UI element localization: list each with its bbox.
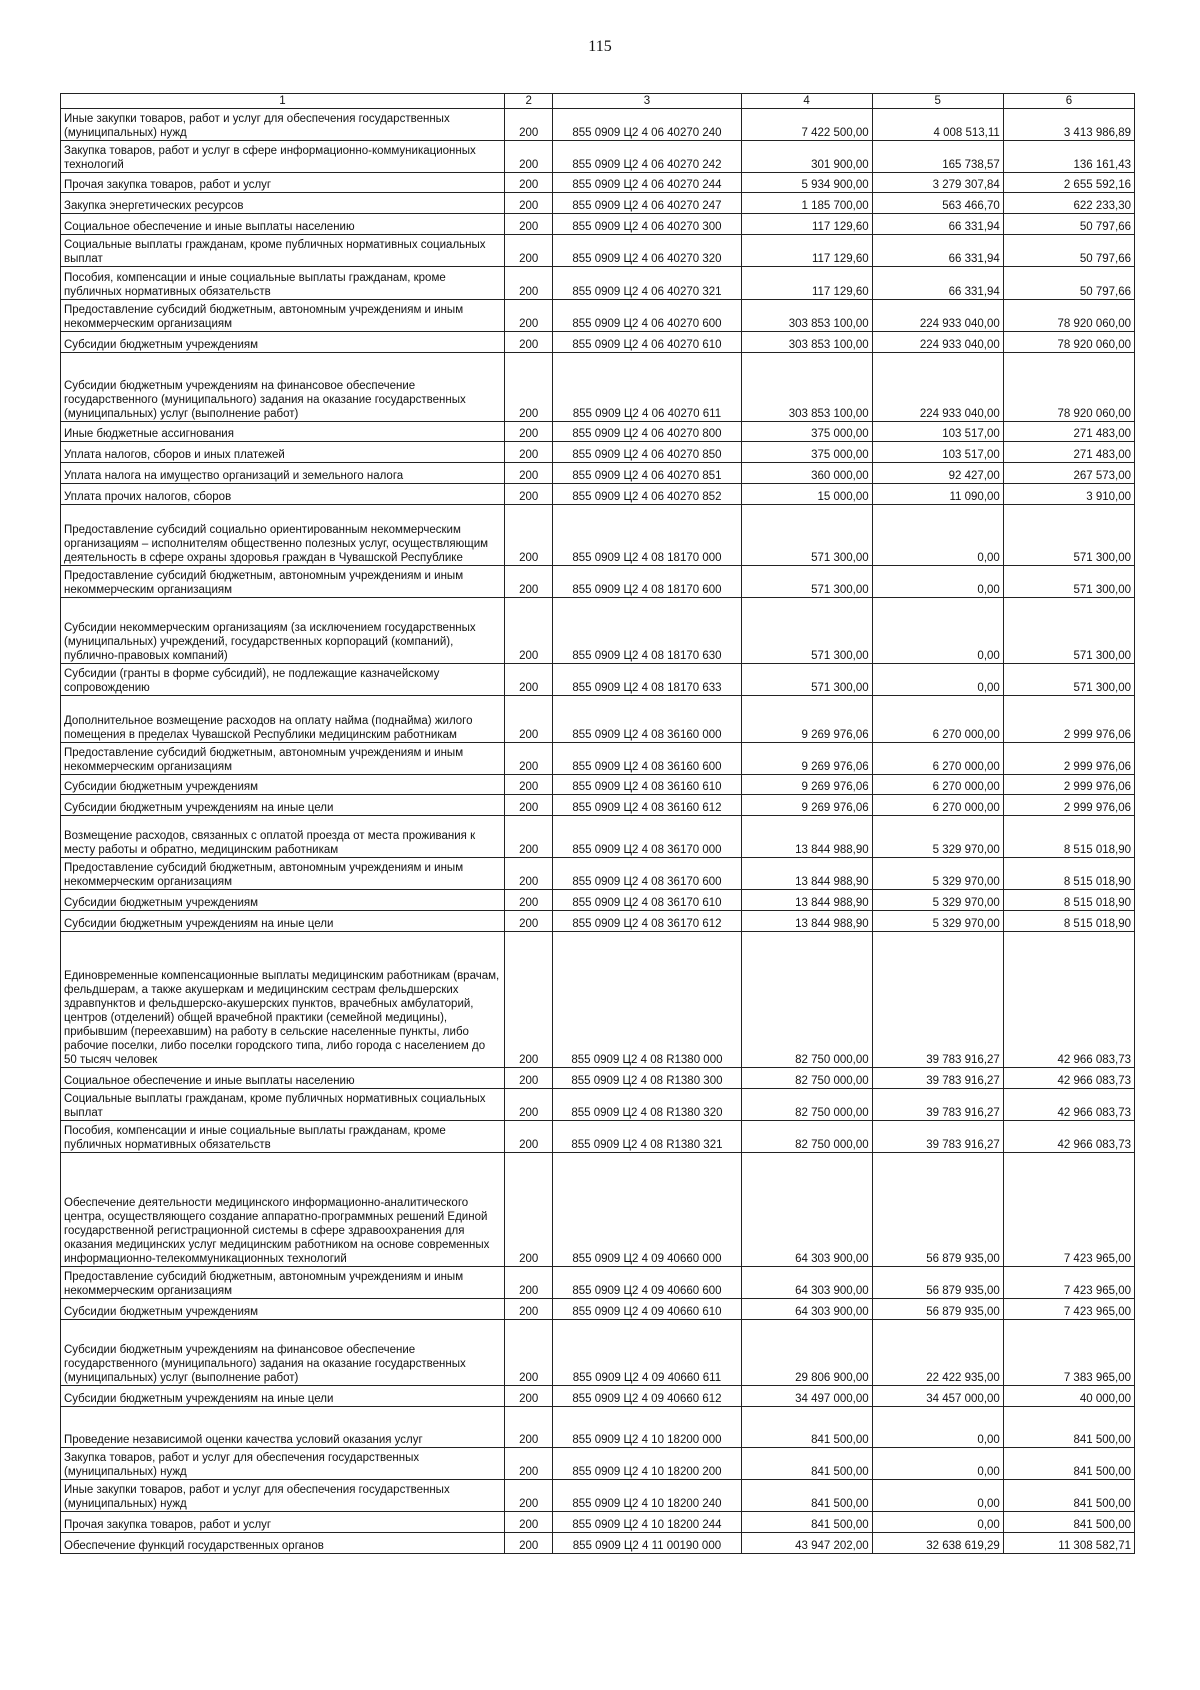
row-budget-code: 855 0909 Ц2 4 08 36170 612 bbox=[553, 911, 741, 932]
row-executed-amount: 0,00 bbox=[872, 566, 1003, 598]
row-remaining-amount: 2 655 592,16 bbox=[1003, 173, 1134, 193]
row-description: Субсидии бюджетным учреждениям на иные цели bbox=[61, 911, 505, 932]
row-remaining-amount: 571 300,00 bbox=[1003, 566, 1134, 598]
table-row bbox=[61, 816, 1135, 858]
row-executed-amount: 0,00 bbox=[872, 1407, 1003, 1448]
row-description: Субсидии бюджетным учреждениям на финансовое обеспечение государственного (муниципального) задания на оказание государственных (муниципальных) услуг (выполнение работ) bbox=[61, 1320, 505, 1386]
row-line-code: 200 bbox=[505, 141, 553, 173]
row-approved-amount: 571 300,00 bbox=[741, 505, 872, 566]
row-approved-amount: 841 500,00 bbox=[741, 1480, 872, 1512]
table-row bbox=[61, 332, 1135, 353]
row-executed-amount: 22 422 935,00 bbox=[872, 1320, 1003, 1386]
row-executed-amount: 6 270 000,00 bbox=[872, 795, 1003, 816]
table-row bbox=[61, 1512, 1135, 1533]
row-line-code: 200 bbox=[505, 463, 553, 484]
row-remaining-amount: 571 300,00 bbox=[1003, 505, 1134, 566]
table-row bbox=[61, 911, 1135, 932]
row-approved-amount: 117 129,60 bbox=[741, 267, 872, 300]
row-budget-code: 855 0909 Ц2 4 08 36170 600 bbox=[553, 858, 741, 890]
row-description: Субсидии бюджетным учреждениям на иные цели bbox=[61, 1386, 505, 1407]
row-budget-code: 855 0909 Ц2 4 06 40270 800 bbox=[553, 422, 741, 442]
row-executed-amount: 0,00 bbox=[872, 1512, 1003, 1533]
row-executed-amount: 39 783 916,27 bbox=[872, 1089, 1003, 1121]
column-header: 3 bbox=[553, 94, 741, 109]
row-approved-amount: 13 844 988,90 bbox=[741, 816, 872, 858]
row-line-code: 200 bbox=[505, 664, 553, 696]
row-remaining-amount: 50 797,66 bbox=[1003, 267, 1134, 300]
row-budget-code: 855 0909 Ц2 4 06 40270 850 bbox=[553, 442, 741, 463]
row-description: Единовременные компенсационные выплаты медицинским работникам (врачам, фельдшерам, а также акушеркам и медицинским сестрам фельдшерских здравпунктов и фельдшерско-акушерских пунктов, врачебных амбулаторий, центров (отделений) общей врачебной практики (семейной медицины), прибывшим (переехавшим) на работу в сельские населенные пункты, либо рабочие поселки, либо поселки городского типа, либо города с населением до 50 тысяч человек bbox=[61, 932, 505, 1068]
table-row bbox=[61, 1153, 1135, 1267]
row-budget-code: 855 0909 Ц2 4 06 40270 321 bbox=[553, 267, 741, 300]
row-remaining-amount: 7 383 965,00 bbox=[1003, 1320, 1134, 1386]
row-executed-amount: 165 738,57 bbox=[872, 141, 1003, 173]
row-approved-amount: 9 269 976,06 bbox=[741, 795, 872, 816]
row-description: Прочая закупка товаров, работ и услуг bbox=[61, 173, 505, 193]
row-budget-code: 855 0909 Ц2 4 08 36160 610 bbox=[553, 775, 741, 795]
budget-table bbox=[60, 93, 1135, 1554]
row-line-code: 200 bbox=[505, 1407, 553, 1448]
row-approved-amount: 303 853 100,00 bbox=[741, 332, 872, 353]
row-remaining-amount: 271 483,00 bbox=[1003, 442, 1134, 463]
row-executed-amount: 0,00 bbox=[872, 505, 1003, 566]
row-remaining-amount: 40 000,00 bbox=[1003, 1386, 1134, 1407]
row-approved-amount: 841 500,00 bbox=[741, 1448, 872, 1480]
row-description: Уплата налога на имущество организаций и земельного налога bbox=[61, 463, 505, 484]
table-row bbox=[61, 1480, 1135, 1512]
row-approved-amount: 64 303 900,00 bbox=[741, 1299, 872, 1320]
table-row bbox=[61, 1267, 1135, 1299]
row-executed-amount: 224 933 040,00 bbox=[872, 332, 1003, 353]
row-description: Пособия, компенсации и иные социальные выплаты гражданам, кроме публичных нормативных обязательств bbox=[61, 267, 505, 300]
row-line-code: 200 bbox=[505, 598, 553, 664]
row-line-code: 200 bbox=[505, 1533, 553, 1554]
row-budget-code: 855 0909 Ц2 4 10 18200 240 bbox=[553, 1480, 741, 1512]
row-description: Субсидии бюджетным учреждениям bbox=[61, 890, 505, 911]
row-line-code: 200 bbox=[505, 422, 553, 442]
row-approved-amount: 571 300,00 bbox=[741, 566, 872, 598]
row-executed-amount: 39 783 916,27 bbox=[872, 1068, 1003, 1089]
row-executed-amount: 34 457 000,00 bbox=[872, 1386, 1003, 1407]
row-approved-amount: 5 934 900,00 bbox=[741, 173, 872, 193]
row-remaining-amount: 267 573,00 bbox=[1003, 463, 1134, 484]
row-approved-amount: 1 185 700,00 bbox=[741, 193, 872, 214]
row-remaining-amount: 841 500,00 bbox=[1003, 1512, 1134, 1533]
table-row bbox=[61, 300, 1135, 332]
row-budget-code: 855 0909 Ц2 4 08 18170 633 bbox=[553, 664, 741, 696]
row-remaining-amount: 8 515 018,90 bbox=[1003, 890, 1134, 911]
row-description: Проведение независимой оценки качества условий оказания услуг bbox=[61, 1407, 505, 1448]
row-description: Обеспечение деятельности медицинского информационно-аналитического центра, осуществляющего создание аппаратно-программных решений Единой государственной регистрационной системы в сфере здравоохранения для оказания медицинских услуг медицинским работником на основе современных информационно-телекоммуникационных технологий bbox=[61, 1153, 505, 1267]
row-executed-amount: 4 008 513,11 bbox=[872, 109, 1003, 141]
row-line-code: 200 bbox=[505, 890, 553, 911]
row-approved-amount: 43 947 202,00 bbox=[741, 1533, 872, 1554]
row-budget-code: 855 0909 Ц2 4 08 18170 600 bbox=[553, 566, 741, 598]
row-remaining-amount: 78 920 060,00 bbox=[1003, 353, 1134, 422]
row-description: Закупка энергетических ресурсов bbox=[61, 193, 505, 214]
table-row bbox=[61, 795, 1135, 816]
row-approved-amount: 9 269 976,06 bbox=[741, 775, 872, 795]
row-description: Субсидии бюджетным учреждениям bbox=[61, 332, 505, 353]
row-approved-amount: 571 300,00 bbox=[741, 664, 872, 696]
row-approved-amount: 13 844 988,90 bbox=[741, 911, 872, 932]
row-description: Иные бюджетные ассигнования bbox=[61, 422, 505, 442]
row-budget-code: 855 0909 Ц2 4 08 18170 630 bbox=[553, 598, 741, 664]
row-description: Социальные выплаты гражданам, кроме публичных нормативных социальных выплат bbox=[61, 235, 505, 267]
row-approved-amount: 841 500,00 bbox=[741, 1407, 872, 1448]
row-executed-amount: 11 090,00 bbox=[872, 484, 1003, 505]
row-budget-code: 855 0909 Ц2 4 06 40270 244 bbox=[553, 173, 741, 193]
row-approved-amount: 82 750 000,00 bbox=[741, 1068, 872, 1089]
row-budget-code: 855 0909 Ц2 4 08 36160 612 bbox=[553, 795, 741, 816]
row-approved-amount: 34 497 000,00 bbox=[741, 1386, 872, 1407]
row-description: Уплата налогов, сборов и иных платежей bbox=[61, 442, 505, 463]
row-remaining-amount: 841 500,00 bbox=[1003, 1448, 1134, 1480]
table-row bbox=[61, 1320, 1135, 1386]
row-executed-amount: 39 783 916,27 bbox=[872, 932, 1003, 1068]
row-approved-amount: 303 853 100,00 bbox=[741, 353, 872, 422]
row-executed-amount: 39 783 916,27 bbox=[872, 1121, 1003, 1153]
table-row bbox=[61, 1407, 1135, 1448]
table-row bbox=[61, 664, 1135, 696]
table-row bbox=[61, 422, 1135, 442]
row-remaining-amount: 2 999 976,06 bbox=[1003, 743, 1134, 775]
row-remaining-amount: 571 300,00 bbox=[1003, 664, 1134, 696]
row-description: Субсидии бюджетным учреждениям bbox=[61, 1299, 505, 1320]
row-remaining-amount: 3 413 986,89 bbox=[1003, 109, 1134, 141]
row-executed-amount: 0,00 bbox=[872, 1480, 1003, 1512]
table-row bbox=[61, 1121, 1135, 1153]
row-remaining-amount: 78 920 060,00 bbox=[1003, 332, 1134, 353]
column-header: 2 bbox=[505, 94, 553, 109]
row-budget-code: 855 0909 Ц2 4 06 40270 611 bbox=[553, 353, 741, 422]
row-description: Предоставление субсидий социально ориентированным некоммерческим организациям – исполнителям общественно полезных услуг, осуществляющим деятельность в сфере охраны здоровья граждан в Чувашской Республике bbox=[61, 505, 505, 566]
row-line-code: 200 bbox=[505, 1386, 553, 1407]
row-line-code: 200 bbox=[505, 173, 553, 193]
row-budget-code: 855 0909 Ц2 4 08 R1380 320 bbox=[553, 1089, 741, 1121]
row-description: Пособия, компенсации и иные социальные выплаты гражданам, кроме публичных нормативных обязательств bbox=[61, 1121, 505, 1153]
row-executed-amount: 224 933 040,00 bbox=[872, 353, 1003, 422]
row-budget-code: 855 0909 Ц2 4 06 40270 247 bbox=[553, 193, 741, 214]
row-approved-amount: 82 750 000,00 bbox=[741, 1121, 872, 1153]
row-remaining-amount: 841 500,00 bbox=[1003, 1407, 1134, 1448]
row-line-code: 200 bbox=[505, 109, 553, 141]
table-row bbox=[61, 235, 1135, 267]
row-remaining-amount: 42 966 083,73 bbox=[1003, 1121, 1134, 1153]
row-line-code: 200 bbox=[505, 696, 553, 743]
table-row bbox=[61, 1533, 1135, 1554]
row-line-code: 200 bbox=[505, 1068, 553, 1089]
table-row bbox=[61, 1089, 1135, 1121]
row-description: Обеспечение функций государственных органов bbox=[61, 1533, 505, 1554]
row-remaining-amount: 42 966 083,73 bbox=[1003, 1089, 1134, 1121]
table-row bbox=[61, 505, 1135, 566]
row-line-code: 200 bbox=[505, 1153, 553, 1267]
row-budget-code: 855 0909 Ц2 4 10 18200 000 bbox=[553, 1407, 741, 1448]
row-remaining-amount: 841 500,00 bbox=[1003, 1480, 1134, 1512]
row-remaining-amount: 2 999 976,06 bbox=[1003, 696, 1134, 743]
table-row bbox=[61, 484, 1135, 505]
row-line-code: 200 bbox=[505, 1089, 553, 1121]
row-line-code: 200 bbox=[505, 816, 553, 858]
row-executed-amount: 103 517,00 bbox=[872, 442, 1003, 463]
row-line-code: 200 bbox=[505, 353, 553, 422]
row-executed-amount: 5 329 970,00 bbox=[872, 858, 1003, 890]
row-remaining-amount: 78 920 060,00 bbox=[1003, 300, 1134, 332]
row-executed-amount: 92 427,00 bbox=[872, 463, 1003, 484]
row-line-code: 200 bbox=[505, 1512, 553, 1533]
row-approved-amount: 7 422 500,00 bbox=[741, 109, 872, 141]
row-line-code: 200 bbox=[505, 566, 553, 598]
row-approved-amount: 301 900,00 bbox=[741, 141, 872, 173]
row-executed-amount: 6 270 000,00 bbox=[872, 743, 1003, 775]
row-executed-amount: 5 329 970,00 bbox=[872, 911, 1003, 932]
table-row bbox=[61, 775, 1135, 795]
row-budget-code: 855 0909 Ц2 4 09 40660 611 bbox=[553, 1320, 741, 1386]
row-remaining-amount: 622 233,30 bbox=[1003, 193, 1134, 214]
column-header: 1 bbox=[61, 94, 505, 109]
row-approved-amount: 29 806 900,00 bbox=[741, 1320, 872, 1386]
row-approved-amount: 117 129,60 bbox=[741, 214, 872, 235]
page-number: 115 bbox=[588, 38, 612, 55]
row-description: Субсидии бюджетным учреждениям на иные цели bbox=[61, 795, 505, 816]
row-executed-amount: 3 279 307,84 bbox=[872, 173, 1003, 193]
row-line-code: 200 bbox=[505, 442, 553, 463]
row-remaining-amount: 7 423 965,00 bbox=[1003, 1267, 1134, 1299]
row-remaining-amount: 7 423 965,00 bbox=[1003, 1299, 1134, 1320]
row-approved-amount: 571 300,00 bbox=[741, 598, 872, 664]
row-line-code: 200 bbox=[505, 235, 553, 267]
row-line-code: 200 bbox=[505, 505, 553, 566]
row-budget-code: 855 0909 Ц2 4 08 R1380 321 bbox=[553, 1121, 741, 1153]
row-budget-code: 855 0909 Ц2 4 08 18170 000 bbox=[553, 505, 741, 566]
row-line-code: 200 bbox=[505, 775, 553, 795]
row-budget-code: 855 0909 Ц2 4 08 36170 610 bbox=[553, 890, 741, 911]
row-description: Субсидии бюджетным учреждениям на финансовое обеспечение государственного (муниципального) задания на оказание государственных (муниципальных) услуг (выполнение работ) bbox=[61, 353, 505, 422]
row-line-code: 200 bbox=[505, 795, 553, 816]
table-row bbox=[61, 1068, 1135, 1089]
row-approved-amount: 375 000,00 bbox=[741, 422, 872, 442]
row-executed-amount: 224 933 040,00 bbox=[872, 300, 1003, 332]
table-row bbox=[61, 598, 1135, 664]
row-executed-amount: 32 638 619,29 bbox=[872, 1533, 1003, 1554]
row-line-code: 200 bbox=[505, 332, 553, 353]
table-row bbox=[61, 463, 1135, 484]
row-approved-amount: 9 269 976,06 bbox=[741, 743, 872, 775]
row-executed-amount: 0,00 bbox=[872, 598, 1003, 664]
row-approved-amount: 117 129,60 bbox=[741, 235, 872, 267]
table-row bbox=[61, 1448, 1135, 1480]
table-row bbox=[61, 566, 1135, 598]
row-line-code: 200 bbox=[505, 1320, 553, 1386]
row-budget-code: 855 0909 Ц2 4 09 40660 610 bbox=[553, 1299, 741, 1320]
table-row bbox=[61, 214, 1135, 235]
row-budget-code: 855 0909 Ц2 4 06 40270 610 bbox=[553, 332, 741, 353]
row-description: Уплата прочих налогов, сборов bbox=[61, 484, 505, 505]
row-line-code: 200 bbox=[505, 1448, 553, 1480]
row-line-code: 200 bbox=[505, 1267, 553, 1299]
row-description: Дополнительное возмещение расходов на оплату найма (поднайма) жилого помещения в пределах Чувашской Республики медицинским работникам bbox=[61, 696, 505, 743]
row-description: Предоставление субсидий бюджетным, автономным учреждениям и иным некоммерческим организациям bbox=[61, 743, 505, 775]
row-description: Прочая закупка товаров, работ и услуг bbox=[61, 1512, 505, 1533]
row-remaining-amount: 8 515 018,90 bbox=[1003, 911, 1134, 932]
row-line-code: 200 bbox=[505, 1480, 553, 1512]
row-remaining-amount: 42 966 083,73 bbox=[1003, 932, 1134, 1068]
table-row bbox=[61, 442, 1135, 463]
table-row bbox=[61, 743, 1135, 775]
row-line-code: 200 bbox=[505, 267, 553, 300]
row-remaining-amount: 8 515 018,90 bbox=[1003, 858, 1134, 890]
row-approved-amount: 15 000,00 bbox=[741, 484, 872, 505]
table-row bbox=[61, 1299, 1135, 1320]
row-budget-code: 855 0909 Ц2 4 10 18200 200 bbox=[553, 1448, 741, 1480]
row-approved-amount: 375 000,00 bbox=[741, 442, 872, 463]
row-line-code: 200 bbox=[505, 300, 553, 332]
row-budget-code: 855 0909 Ц2 4 09 40660 612 bbox=[553, 1386, 741, 1407]
row-description: Предоставление субсидий бюджетным, автономным учреждениям и иным некоммерческим организациям bbox=[61, 566, 505, 598]
table-row bbox=[61, 353, 1135, 422]
row-executed-amount: 66 331,94 bbox=[872, 267, 1003, 300]
row-remaining-amount: 42 966 083,73 bbox=[1003, 1068, 1134, 1089]
row-line-code: 200 bbox=[505, 932, 553, 1068]
row-budget-code: 855 0909 Ц2 4 09 40660 600 bbox=[553, 1267, 741, 1299]
row-executed-amount: 5 329 970,00 bbox=[872, 890, 1003, 911]
table-row bbox=[61, 932, 1135, 1068]
row-description: Социальное обеспечение и иные выплаты населению bbox=[61, 1068, 505, 1089]
row-budget-code: 855 0909 Ц2 4 06 40270 600 bbox=[553, 300, 741, 332]
row-description: Предоставление субсидий бюджетным, автономным учреждениям и иным некоммерческим организациям bbox=[61, 1267, 505, 1299]
row-budget-code: 855 0909 Ц2 4 06 40270 300 bbox=[553, 214, 741, 235]
row-line-code: 200 bbox=[505, 858, 553, 890]
row-remaining-amount: 11 308 582,71 bbox=[1003, 1533, 1134, 1554]
row-approved-amount: 64 303 900,00 bbox=[741, 1153, 872, 1267]
row-approved-amount: 13 844 988,90 bbox=[741, 890, 872, 911]
row-description: Предоставление субсидий бюджетным, автономным учреждениям и иным некоммерческим организациям bbox=[61, 300, 505, 332]
row-executed-amount: 5 329 970,00 bbox=[872, 816, 1003, 858]
column-header: 6 bbox=[1003, 94, 1134, 109]
row-budget-code: 855 0909 Ц2 4 08 36160 600 bbox=[553, 743, 741, 775]
row-approved-amount: 841 500,00 bbox=[741, 1512, 872, 1533]
row-executed-amount: 103 517,00 bbox=[872, 422, 1003, 442]
row-remaining-amount: 3 910,00 bbox=[1003, 484, 1134, 505]
row-remaining-amount: 571 300,00 bbox=[1003, 598, 1134, 664]
header-row bbox=[61, 94, 1135, 109]
table-row bbox=[61, 267, 1135, 300]
table-row bbox=[61, 141, 1135, 173]
row-remaining-amount: 136 161,43 bbox=[1003, 141, 1134, 173]
row-approved-amount: 303 853 100,00 bbox=[741, 300, 872, 332]
row-budget-code: 855 0909 Ц2 4 08 36160 000 bbox=[553, 696, 741, 743]
row-line-code: 200 bbox=[505, 911, 553, 932]
row-line-code: 200 bbox=[505, 193, 553, 214]
row-description: Социальные выплаты гражданам, кроме публичных нормативных социальных выплат bbox=[61, 1089, 505, 1121]
row-remaining-amount: 50 797,66 bbox=[1003, 235, 1134, 267]
table-row bbox=[61, 109, 1135, 141]
row-line-code: 200 bbox=[505, 1121, 553, 1153]
row-approved-amount: 9 269 976,06 bbox=[741, 696, 872, 743]
row-description: Субсидии некоммерческим организациям (за исключением государственных (муниципальных) учреждений, государственных корпораций (компаний), публично-правовых компаний) bbox=[61, 598, 505, 664]
row-remaining-amount: 8 515 018,90 bbox=[1003, 816, 1134, 858]
row-remaining-amount: 2 999 976,06 bbox=[1003, 775, 1134, 795]
row-budget-code: 855 0909 Ц2 4 11 00190 000 bbox=[553, 1533, 741, 1554]
column-header: 4 bbox=[741, 94, 872, 109]
row-budget-code: 855 0909 Ц2 4 08 R1380 300 bbox=[553, 1068, 741, 1089]
row-approved-amount: 64 303 900,00 bbox=[741, 1267, 872, 1299]
row-approved-amount: 360 000,00 bbox=[741, 463, 872, 484]
table-row bbox=[61, 858, 1135, 890]
row-approved-amount: 82 750 000,00 bbox=[741, 932, 872, 1068]
table-row bbox=[61, 193, 1135, 214]
row-executed-amount: 0,00 bbox=[872, 664, 1003, 696]
row-remaining-amount: 271 483,00 bbox=[1003, 422, 1134, 442]
row-description: Социальное обеспечение и иные выплаты населению bbox=[61, 214, 505, 235]
row-line-code: 200 bbox=[505, 214, 553, 235]
row-description: Закупка товаров, работ и услуг в сфере информационно-коммуникационных технологий bbox=[61, 141, 505, 173]
column-header: 5 bbox=[872, 94, 1003, 109]
row-description: Иные закупки товаров, работ и услуг для обеспечения государственных (муниципальных) нужд bbox=[61, 109, 505, 141]
row-line-code: 200 bbox=[505, 484, 553, 505]
row-budget-code: 855 0909 Ц2 4 08 36170 000 bbox=[553, 816, 741, 858]
row-description: Субсидии бюджетным учреждениям bbox=[61, 775, 505, 795]
row-budget-code: 855 0909 Ц2 4 10 18200 244 bbox=[553, 1512, 741, 1533]
row-description: Субсидии (гранты в форме субсидий), не подлежащие казначейскому сопровождению bbox=[61, 664, 505, 696]
row-executed-amount: 56 879 935,00 bbox=[872, 1299, 1003, 1320]
row-executed-amount: 66 331,94 bbox=[872, 235, 1003, 267]
row-approved-amount: 13 844 988,90 bbox=[741, 858, 872, 890]
row-description: Возмещение расходов, связанных с оплатой проезда от места проживания к месту работы и обратно, медицинским работникам bbox=[61, 816, 505, 858]
row-executed-amount: 56 879 935,00 bbox=[872, 1267, 1003, 1299]
row-remaining-amount: 7 423 965,00 bbox=[1003, 1153, 1134, 1267]
row-executed-amount: 66 331,94 bbox=[872, 214, 1003, 235]
table-row bbox=[61, 696, 1135, 743]
row-executed-amount: 6 270 000,00 bbox=[872, 775, 1003, 795]
row-budget-code: 855 0909 Ц2 4 06 40270 851 bbox=[553, 463, 741, 484]
table-row bbox=[61, 890, 1135, 911]
row-executed-amount: 0,00 bbox=[872, 1448, 1003, 1480]
row-budget-code: 855 0909 Ц2 4 06 40270 242 bbox=[553, 141, 741, 173]
row-line-code: 200 bbox=[505, 743, 553, 775]
row-remaining-amount: 50 797,66 bbox=[1003, 214, 1134, 235]
row-line-code: 200 bbox=[505, 1299, 553, 1320]
table-row bbox=[61, 173, 1135, 193]
row-budget-code: 855 0909 Ц2 4 06 40270 852 bbox=[553, 484, 741, 505]
row-executed-amount: 563 466,70 bbox=[872, 193, 1003, 214]
row-budget-code: 855 0909 Ц2 4 06 40270 320 bbox=[553, 235, 741, 267]
row-executed-amount: 56 879 935,00 bbox=[872, 1153, 1003, 1267]
row-executed-amount: 6 270 000,00 bbox=[872, 696, 1003, 743]
table-row bbox=[61, 1386, 1135, 1407]
row-approved-amount: 82 750 000,00 bbox=[741, 1089, 872, 1121]
row-budget-code: 855 0909 Ц2 4 08 R1380 000 bbox=[553, 932, 741, 1068]
row-description: Иные закупки товаров, работ и услуг для обеспечения государственных (муниципальных) нужд bbox=[61, 1480, 505, 1512]
row-budget-code: 855 0909 Ц2 4 06 40270 240 bbox=[553, 109, 741, 141]
row-description: Закупка товаров, работ и услуг для обеспечения государственных (муниципальных) нужд bbox=[61, 1448, 505, 1480]
row-remaining-amount: 2 999 976,06 bbox=[1003, 795, 1134, 816]
row-budget-code: 855 0909 Ц2 4 09 40660 000 bbox=[553, 1153, 741, 1267]
row-description: Предоставление субсидий бюджетным, автономным учреждениям и иным некоммерческим организациям bbox=[61, 858, 505, 890]
